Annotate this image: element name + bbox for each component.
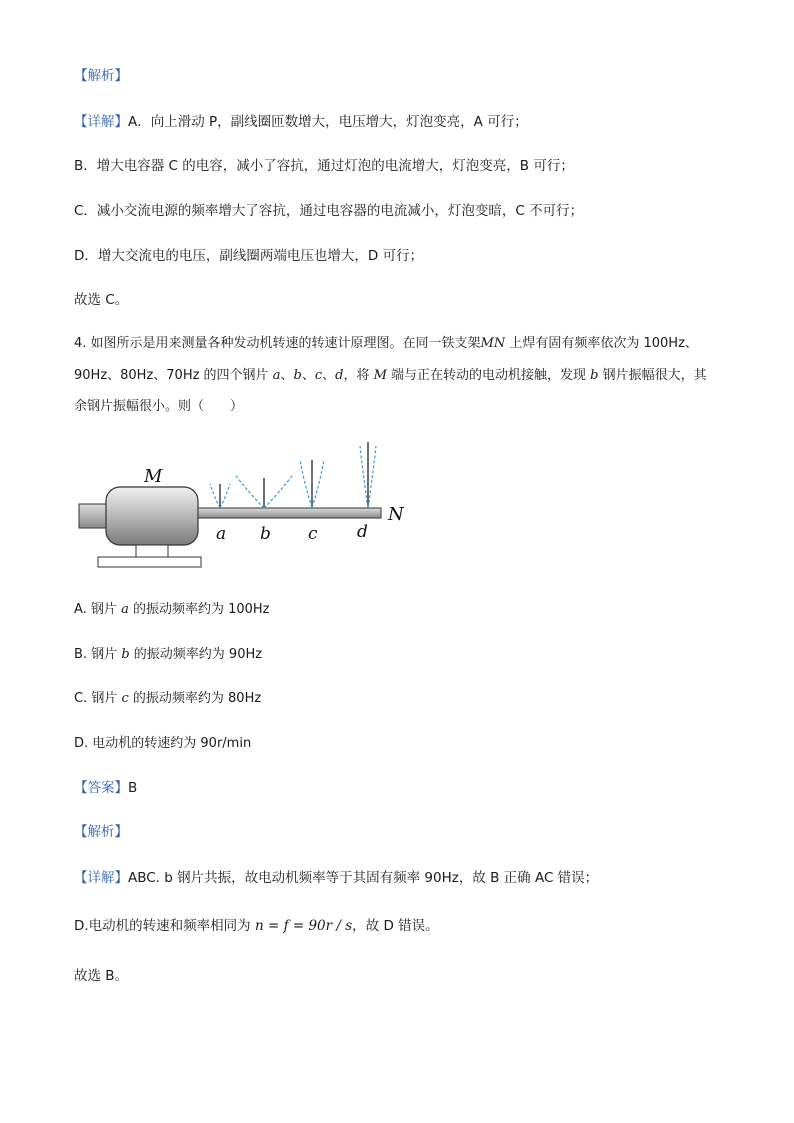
motor-shaft <box>79 504 109 528</box>
stem-text: 、 <box>322 368 336 383</box>
option-b <box>74 645 262 665</box>
label-a: a <box>216 524 227 544</box>
q3-detail-d: D．增大交流电的电压，副线圈两端电压也增大，D 可行； <box>74 248 424 264</box>
option-var: c <box>121 691 129 706</box>
detail-text: ，故 D 错误。 <box>352 918 439 934</box>
option-text: 的振动频率约为 80Hz <box>128 691 262 706</box>
analysis-heading: 【解析】 <box>74 68 128 84</box>
detail-tag: 【详解】 <box>74 114 128 130</box>
q4-stem-line-3: 余钢片振幅很小。则（ ） <box>74 399 244 414</box>
label-d: d <box>357 522 368 542</box>
stem-text: 端与正在转动的电动机接触，发现 <box>386 368 591 383</box>
stem-text: 4. 如图所示是用来测量各种发动机转速的转速计原理图。在同一铁支架 <box>74 336 481 351</box>
option-text: 的振动频率约为 100Hz <box>128 602 270 617</box>
stem-var: d <box>335 368 344 383</box>
option-d <box>74 734 251 754</box>
option-text: A. 钢片 <box>74 602 122 617</box>
stem-var: b <box>293 368 302 383</box>
stem-var: a <box>272 368 281 383</box>
option-c <box>74 689 261 709</box>
answer-line <box>74 778 137 798</box>
label-m: M <box>144 466 163 487</box>
tachometer-figure <box>74 438 414 574</box>
q3-detail-c: C．减小交流电源的频率增大了容抗，通过电容器的电流减小，灯泡变暗，C 不可行； <box>74 203 584 219</box>
detail-text: D.电动机的转速和频率相同为 <box>74 918 255 934</box>
label-b: b <box>260 524 271 544</box>
motor-body <box>106 487 198 545</box>
detail-text-a: A．向上滑动 P，副线圈匝数增大，电压增大，灯泡变亮，A 可行； <box>128 114 528 130</box>
q3-detail-b: B．增大电容器 C 的电容，减小了容抗，通过灯泡的电流增大，灯泡变亮，B 可行； <box>74 158 574 174</box>
q4-stem-line-1 <box>74 334 698 354</box>
q4-detail-2 <box>74 916 439 936</box>
answer-value: B <box>128 780 138 796</box>
stem-text: 钢片振幅很大，其 <box>598 368 707 383</box>
option-text: 的振动频率约为 90Hz <box>129 647 263 662</box>
bar-mn <box>198 508 381 518</box>
motor-stand <box>136 545 168 557</box>
stem-text: 90Hz、80Hz、70Hz 的四个钢片 <box>74 368 273 383</box>
q4-stem-line-2 <box>74 366 707 386</box>
stem-var: MN <box>480 336 506 351</box>
option-text: D. 电动机的转速约为 90r/min <box>74 736 252 751</box>
stem-text: 、 <box>280 368 294 383</box>
q3-detail-a <box>74 112 528 132</box>
option-var: b <box>121 647 130 662</box>
stem-text: 、 <box>301 368 315 383</box>
q4-conclusion: 故选 B。 <box>74 968 129 984</box>
stem-var: b <box>590 368 599 383</box>
option-var: a <box>121 602 129 617</box>
option-a <box>74 600 270 620</box>
detail-text: ABC. b 钢片共振，故电动机频率等于其固有频率 90Hz，故 B 正确 AC 错误； <box>128 870 599 886</box>
label-n: N <box>388 504 404 525</box>
label-c: c <box>308 524 318 544</box>
stem-text: ，将 <box>343 368 374 383</box>
option-text: C. 钢片 <box>74 691 122 706</box>
motor-base <box>98 557 201 567</box>
formula: n = f = 90r / s <box>254 918 353 934</box>
answer-tag: 【答案】 <box>74 780 128 796</box>
option-text: B. 钢片 <box>74 647 122 662</box>
stem-var: c <box>314 368 323 383</box>
q3-conclusion: 故选 C。 <box>74 292 129 308</box>
q4-detail-1 <box>74 868 598 888</box>
tachometer-diagram <box>74 438 414 574</box>
analysis-heading-2: 【解析】 <box>74 824 128 840</box>
stem-var: M <box>373 368 387 383</box>
detail-tag: 【详解】 <box>74 870 128 886</box>
stem-text: 上焊有固有频率依次为 100Hz、 <box>505 336 698 351</box>
